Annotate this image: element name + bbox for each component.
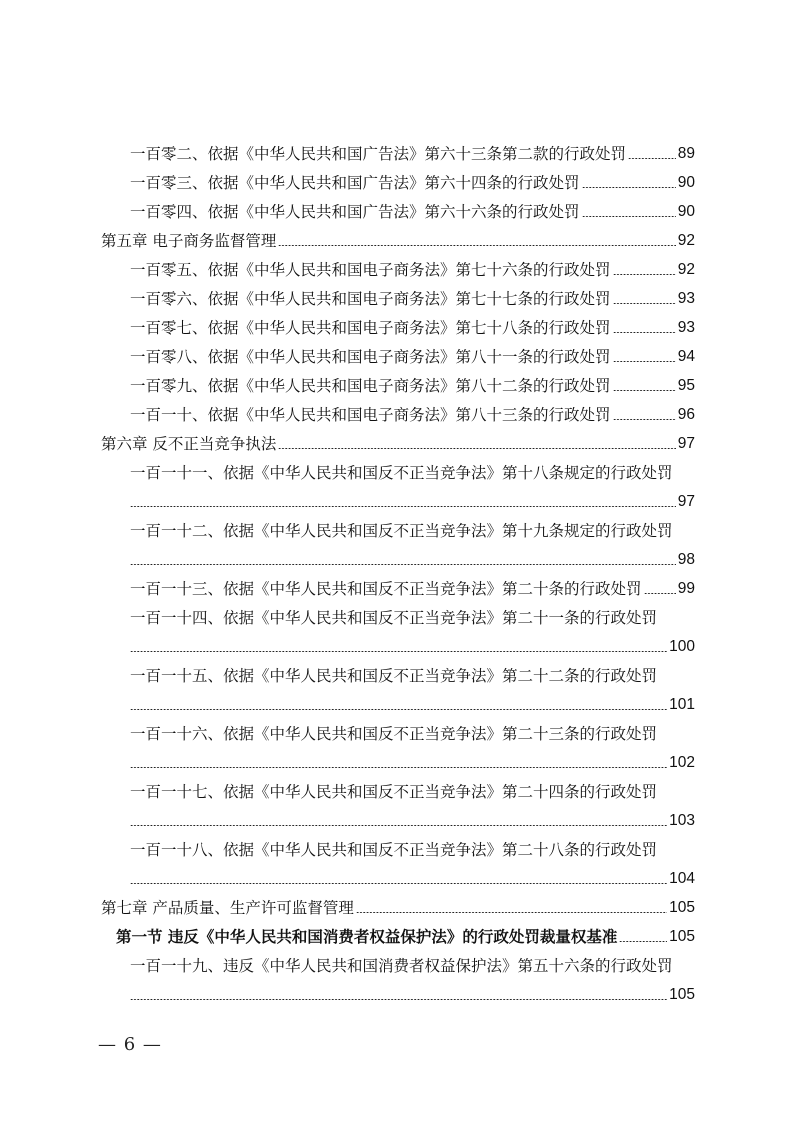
toc-page-number: 89 [677,145,695,162]
dot-leader [628,158,676,159]
toc-entry-continuation[interactable] [0,806,793,832]
page-number-footer: — 6 — [98,1034,162,1055]
dot-leader [613,303,676,304]
toc-page-number: 93 [677,319,695,336]
toc-page-number: 99 [677,580,695,597]
dot-leader [613,390,676,391]
toc-page-number: 96 [677,406,695,423]
toc-page-number: 105 [669,928,695,945]
dot-leader [130,564,676,565]
toc-page-number: 102 [669,754,695,771]
toc-page-number: 93 [677,290,695,307]
dot-leader [356,912,667,913]
toc-entry-title: 一百零三、依据《中华人民共和国广告法》第六十四条的行政处罚 [130,174,580,192]
toc-entry-continuation[interactable] [0,632,793,658]
toc-entry-title: 一百零九、依据《中华人民共和国电子商务法》第八十二条的行政处罚 [130,377,611,395]
toc-page-number: 98 [677,551,695,568]
toc-entry-continuation[interactable] [0,487,793,513]
toc-page-number: 90 [677,203,695,220]
dot-leader [130,999,667,1000]
toc-page-number: 100 [669,638,695,655]
dot-leader [582,187,676,188]
toc-page-number: 104 [669,870,695,887]
dot-leader [644,593,676,594]
dot-leader [613,274,676,275]
toc-chapter-title: 第五章 电子商务监督管理 [101,232,277,250]
toc-chapter-entry[interactable] [0,226,793,252]
toc-entry-continuation[interactable] [0,980,793,1006]
toc-page-number: 92 [677,232,695,249]
toc-entry[interactable] [0,197,793,223]
toc-entry[interactable] [0,168,793,194]
toc-section-entry[interactable] [0,922,793,948]
toc-entry-continuation[interactable] [0,545,793,571]
dot-leader [130,825,667,826]
toc-entry[interactable] [0,139,793,165]
dot-leader [278,448,675,449]
toc-entry-title: 一百一十、依据《中华人民共和国电子商务法》第八十三条的行政处罚 [130,406,611,424]
toc-chapter-entry[interactable] [0,893,793,919]
toc-entry-title[interactable]: 一百一十一、依据《中华人民共和国反不正当竞争法》第十八条规定的行政处罚 [130,464,673,482]
toc-entry-title: 一百零四、依据《中华人民共和国广告法》第六十六条的行政处罚 [130,203,580,221]
toc-entry-continuation[interactable] [0,690,793,716]
toc-page-number: 105 [669,986,695,1003]
toc-entry[interactable] [0,400,793,426]
toc-entry-continuation[interactable] [0,748,793,774]
toc-entry-title[interactable]: 一百一十七、依据《中华人民共和国反不正当竞争法》第二十四条的行政处罚 [130,783,658,801]
dot-leader [613,419,676,420]
toc-entry[interactable] [0,371,793,397]
toc-entry-title[interactable]: 一百一十四、依据《中华人民共和国反不正当竞争法》第二十一条的行政处罚 [130,609,658,627]
toc-chapter-entry[interactable] [0,429,793,455]
dot-leader [130,709,667,710]
toc-chapter-title: 第七章 产品质量、生产许可监督管理 [101,899,354,917]
toc-section-title: 第一节 违反《中华人民共和国消费者权益保护法》的行政处罚裁量权基准 [116,928,618,946]
toc-page-number: 97 [677,493,695,510]
dot-leader [130,506,676,507]
toc-entry[interactable] [0,255,793,281]
toc-chapter-title: 第六章 反不正当竞争执法 [101,435,277,453]
toc-entry-title[interactable]: 一百一十八、依据《中华人民共和国反不正当竞争法》第二十八条的行政处罚 [130,841,658,859]
dot-leader [613,361,676,362]
toc-entry-title: 一百零七、依据《中华人民共和国电子商务法》第七十八条的行政处罚 [130,319,611,337]
toc-entry-title[interactable]: 一百一十六、依据《中华人民共和国反不正当竞争法》第二十三条的行政处罚 [130,725,658,743]
dot-leader [130,651,667,652]
toc-page-number: 90 [677,174,695,191]
toc-entry-title: 一百零五、依据《中华人民共和国电子商务法》第七十六条的行政处罚 [130,261,611,279]
toc-entry[interactable] [0,284,793,310]
toc-page-number: 94 [677,348,695,365]
toc-entry[interactable] [0,574,793,600]
toc-entry[interactable] [0,313,793,339]
toc-page-number: 97 [677,435,695,452]
toc-entry-title: 一百零八、依据《中华人民共和国电子商务法》第八十一条的行政处罚 [130,348,611,366]
toc-entry-title[interactable]: 一百一十二、依据《中华人民共和国反不正当竞争法》第十九条规定的行政处罚 [130,522,673,540]
toc-page-number: 103 [669,812,695,829]
toc-page-number: 92 [677,261,695,278]
toc-page-number: 101 [669,696,695,713]
dot-leader [278,245,675,246]
toc-entry[interactable] [0,342,793,368]
toc-entry-title[interactable]: 一百一十九、违反《中华人民共和国消费者权益保护法》第五十六条的行政处罚 [130,957,673,975]
toc-entry-title[interactable]: 一百一十五、依据《中华人民共和国反不正当竞争法》第二十二条的行政处罚 [130,667,658,685]
dot-leader [130,883,667,884]
toc-entry-title: 一百零六、依据《中华人民共和国电子商务法》第七十七条的行政处罚 [130,290,611,308]
toc-entry-title: 一百零二、依据《中华人民共和国广告法》第六十三条第二款的行政处罚 [130,145,627,163]
toc-page-number: 95 [677,377,695,394]
dot-leader [613,332,676,333]
dot-leader [619,941,667,942]
dot-leader [130,767,667,768]
dot-leader [582,216,676,217]
toc-entry-continuation[interactable] [0,864,793,890]
toc-page-number: 105 [669,899,695,916]
toc-entry-title: 一百一十三、依据《中华人民共和国反不正当竞争法》第二十条的行政处罚 [130,580,642,598]
